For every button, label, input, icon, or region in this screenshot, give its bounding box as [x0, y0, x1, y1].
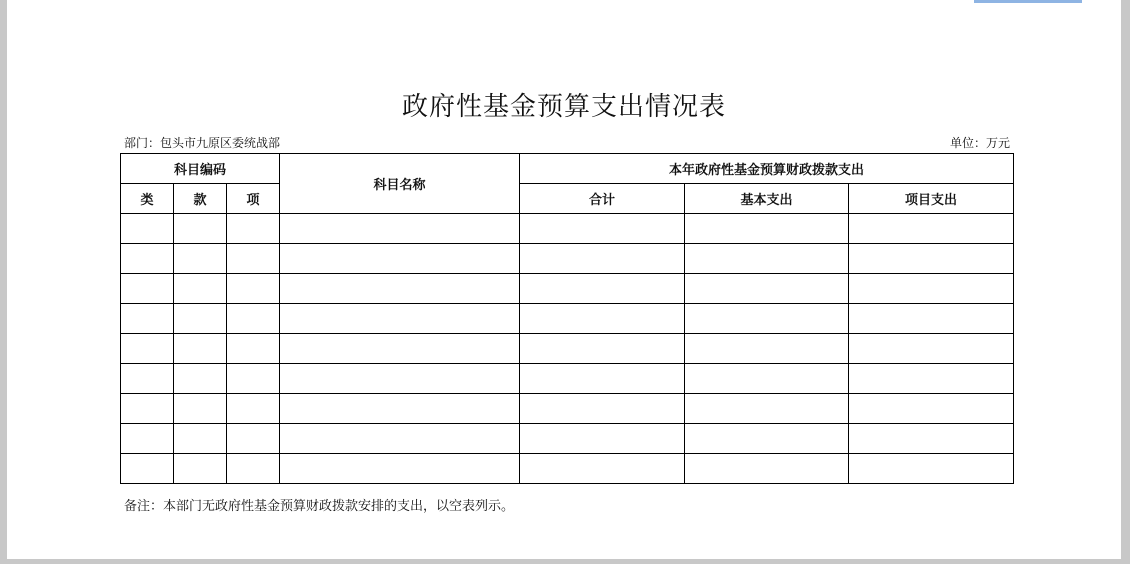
top-tab-indicator — [974, 0, 1082, 3]
table-cell — [227, 394, 280, 424]
unit-line — [910, 134, 1010, 151]
table-cell — [520, 244, 685, 274]
table-cell — [121, 214, 174, 244]
table-cell — [685, 304, 849, 334]
table-cell — [849, 214, 1014, 244]
table-cell — [685, 454, 849, 484]
table-cell — [520, 454, 685, 484]
table-cell — [280, 424, 520, 454]
note-label: 备注： — [124, 499, 164, 514]
table-cell — [227, 304, 280, 334]
table-cell — [174, 304, 227, 334]
table-cell — [849, 394, 1014, 424]
table-cell — [174, 394, 227, 424]
header-kuan: 款 — [174, 184, 227, 214]
table-cell — [121, 394, 174, 424]
header-lei: 类 — [121, 184, 174, 214]
table-cell — [121, 274, 174, 304]
header-row-2 — [121, 184, 1014, 214]
header-xiang: 项 — [227, 184, 280, 214]
table-cell — [227, 334, 280, 364]
budget-table — [120, 153, 1014, 484]
table-cell — [174, 364, 227, 394]
table-cell — [227, 424, 280, 454]
table-cell — [849, 364, 1014, 394]
table-cell — [280, 244, 520, 274]
table-cell — [520, 424, 685, 454]
table-cell — [280, 364, 520, 394]
table-cell — [174, 244, 227, 274]
footnote — [124, 495, 514, 514]
table-cell — [685, 274, 849, 304]
table-cell — [280, 454, 520, 484]
header-row-1 — [121, 154, 1014, 184]
table-cell — [280, 214, 520, 244]
table-cell — [121, 424, 174, 454]
table-cell — [849, 424, 1014, 454]
table-cell — [174, 424, 227, 454]
table-cell — [280, 394, 520, 424]
department-line — [124, 134, 280, 151]
table-row — [121, 244, 1014, 274]
table-cell — [849, 454, 1014, 484]
table-cell — [174, 454, 227, 484]
note-text: 本部门无政府性基金预算财政拨款安排的支出，以空表列示。 — [163, 499, 515, 514]
table-cell — [685, 244, 849, 274]
table-cell — [520, 274, 685, 304]
table-cell — [520, 214, 685, 244]
table-cell — [174, 274, 227, 304]
header-subject-code: 科目编码 — [121, 154, 280, 184]
table-row — [121, 454, 1014, 484]
table-cell — [121, 454, 174, 484]
table-cell — [121, 244, 174, 274]
table-cell — [685, 214, 849, 244]
table-cell — [227, 244, 280, 274]
header-subject-name: 科目名称 — [280, 154, 520, 214]
table-cell — [280, 274, 520, 304]
table-row — [121, 334, 1014, 364]
table-cell — [174, 214, 227, 244]
table-cell — [227, 274, 280, 304]
table-cell — [685, 424, 849, 454]
table-cell — [520, 304, 685, 334]
header-group-title: 本年政府性基金预算财政拨款支出 — [520, 154, 1014, 184]
unit-label: 单位： — [949, 136, 986, 150]
table-row — [121, 304, 1014, 334]
page-title: 政府性基金预算支出情况表 — [401, 92, 726, 122]
table-cell — [849, 304, 1014, 334]
unit-value: 万元 — [985, 136, 1010, 150]
table-cell — [121, 334, 174, 364]
table-cell — [227, 214, 280, 244]
table-cell — [227, 364, 280, 394]
department-value: 包头市九原区委统战部 — [160, 136, 281, 150]
table-cell — [849, 334, 1014, 364]
table-cell — [849, 274, 1014, 304]
table-row — [121, 424, 1014, 454]
table-cell — [685, 334, 849, 364]
table-cell — [849, 244, 1014, 274]
table-cell — [685, 394, 849, 424]
table-row — [121, 364, 1014, 394]
table-cell — [520, 364, 685, 394]
header-basic: 基本支出 — [685, 184, 849, 214]
header-project: 项目支出 — [849, 184, 1014, 214]
table-row — [121, 394, 1014, 424]
table-cell — [121, 304, 174, 334]
table-cell — [280, 334, 520, 364]
department-label: 部门： — [124, 136, 161, 150]
table-cell — [121, 364, 174, 394]
table-row — [121, 214, 1014, 244]
table-cell — [520, 334, 685, 364]
table-row — [121, 274, 1014, 304]
table-cell — [174, 334, 227, 364]
table-cell — [685, 364, 849, 394]
header-total: 合计 — [520, 184, 685, 214]
table-cell — [520, 394, 685, 424]
document-page — [7, 0, 1121, 559]
table-cell — [227, 454, 280, 484]
table-cell — [280, 304, 520, 334]
